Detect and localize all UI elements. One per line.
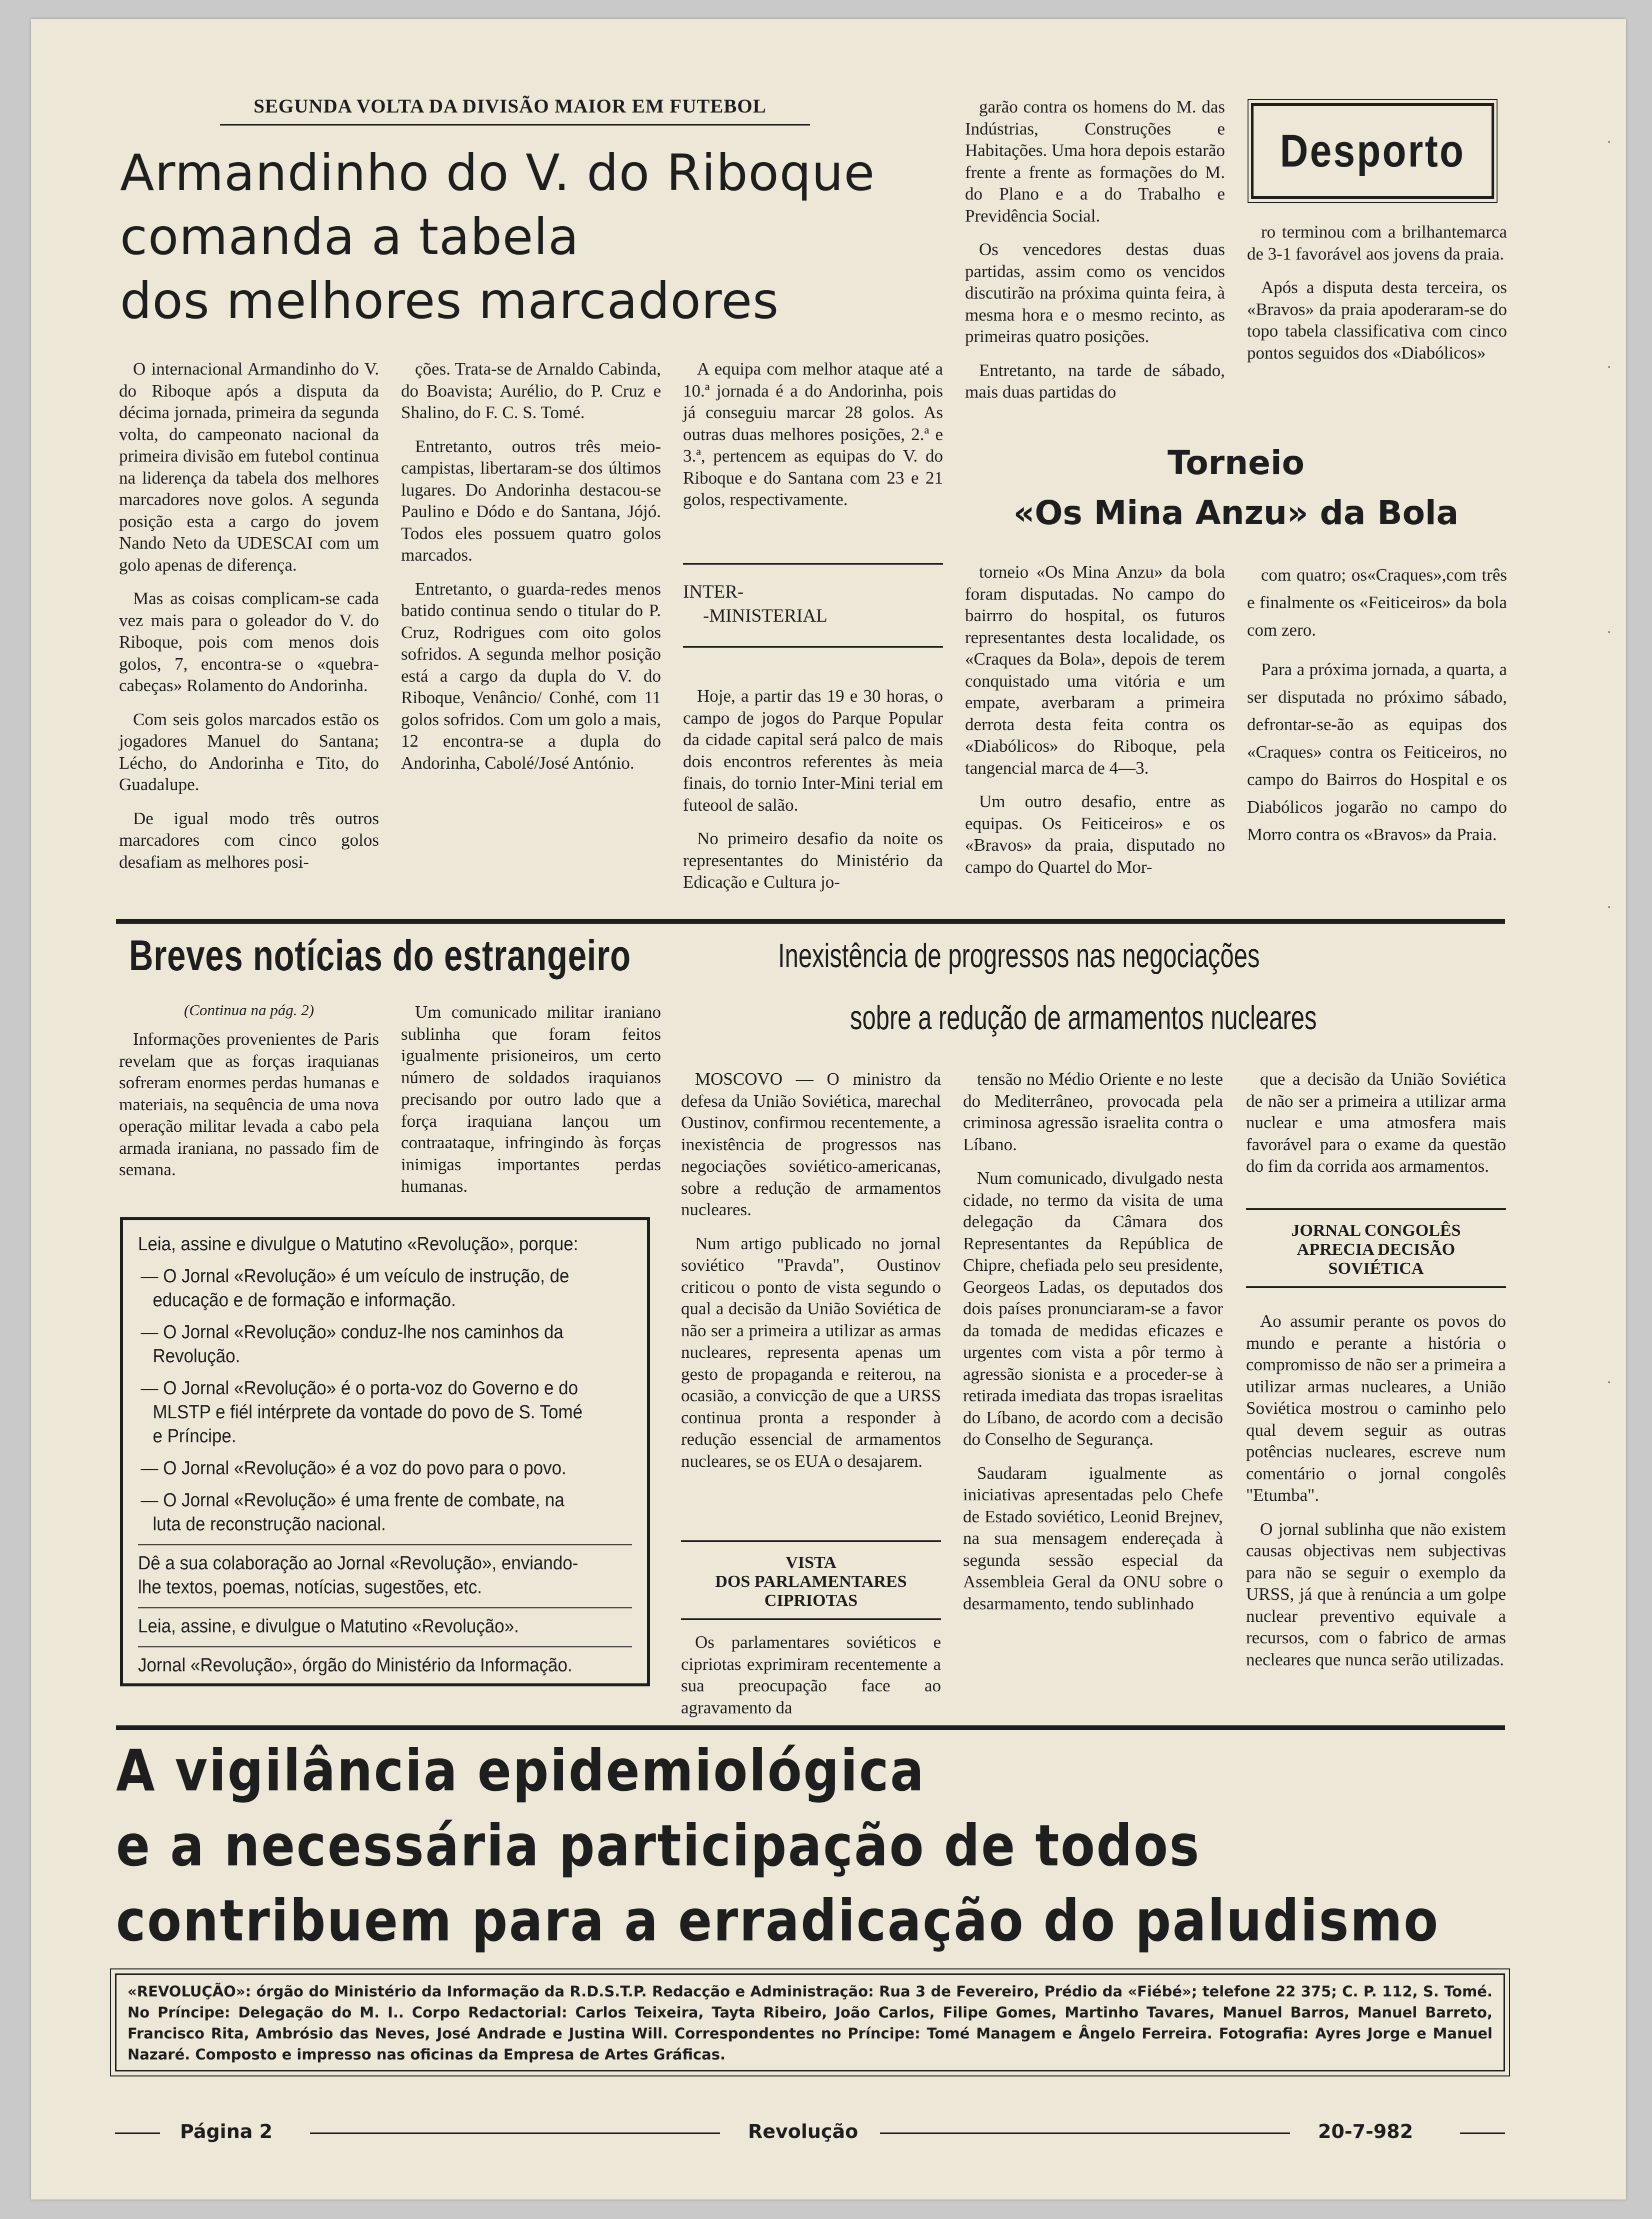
revolucao-promo-box (120, 1217, 650, 1686)
paragraph: Entretanto, outros três meio-campistas, libertaram-se dos últimos lugares. Do Andorinha destacou-se Paulino e Dódo e do Santana, Jójó. Todos eles possuem quatro golos marcados. (401, 436, 661, 565)
football-column-5 (1247, 221, 1507, 364)
section-divider (116, 919, 1505, 924)
paragraph: No primeiro desafio da noite os representantes do Ministério da Edicação e Cultura jo- (683, 829, 943, 892)
promo-item: — O Jornal «Revolução» é uma frente de combate, na luta de reconstrução nacional. (140, 1490, 564, 1535)
promo-intro: Leia, assine e divulgue o Matutino «Revolução», porque: (138, 1234, 578, 1255)
paragraph: Ao assumir perante os povos do mundo e perante a história o compromisso de não ser a primeira a utilizar armas nucleares, a União Soviética mostrou o caminho pelo qual devem seguir as outras potências nucleares, escreve num comentário o jornal congolês "Etumba". (1246, 1311, 1506, 1505)
paragraph: De igual modo três outros marcadores com cinco golos desafiam as melhores posi- (119, 808, 379, 872)
paragraph: Um comunicado militar iraniano sublinha que foram feitos igualmente prisioneiros, um certo número de soldados iraquianos precisando por outro lado que a força iraquiana lançou um contraataque, infringindo às forças inimigas importantes perdas humanas. (401, 1002, 661, 1196)
binding-mark: · (1607, 135, 1612, 150)
footer-date: 20-7-982 (1318, 2120, 1414, 2142)
promo-item: — O Jornal «Revolução» é a voz do povo para o povo. (140, 1458, 566, 1479)
paragraph: Num comunicado, divulgado nesta cidade, no termo da visita de uma delegação da Câmara dos Representantes da República de Chipre, chefiada pelo seu presidente, Georgeos Ladas, os deputados dos dois países pronunciaram-se a favor da tomada de medidas eficazes e urgentes com vista a pôr termo à agressão sionista e a proceder-se à retirada imediata das tropas israelitas do Líbano, de acordo com a decisão do Conselho de Segurança. (963, 1168, 1223, 1449)
promo-repeat: Leia, assine, e divulgue o Matutino «Revolução». (138, 1616, 519, 1637)
paragraph: torneio «Os Mina Anzu» da bola foram disputadas. No campo do bairrro do hospital, os futuros representantes desta localidade, os «Craques da Bola», depois de terem conquistado uma vitória e um empate, averbaram a primeira derrota desta feita contra os «Diabólicos» do Riboque, pela tangencial marca de 4—3. (965, 562, 1225, 778)
promo-item: — O Jornal «Revolução» conduz-lhe nos caminhos da Revolução. (140, 1322, 564, 1367)
paragraph: Para a próxima jornada, a quarta, a ser disputada no próximo sábado, defrontar-se-ão as equipas dos «Craques» contra os Feiticeiros, no campo do Bairros do Hospital e os Diabólicos jogarão no campo do Morro contra os «Bravos» da Praia. (1247, 660, 1507, 844)
divider (1246, 1286, 1506, 1288)
paragraph: Mas as coisas complicam-se cada vez mais para o goleador do V. do Riboque, pois com menos dois golos, 7, encontra-se o «quebra-cabeças» Rolamento do Andorinha. (119, 589, 379, 695)
paragraph: Um outro desafio, entre as equipas. Os Feiticeiros» e os «Bravos» da praia, disputado no campo do Quartel do Mor- (965, 792, 1225, 877)
nuclear-column-1 (681, 1068, 941, 1472)
binding-mark: · (1607, 900, 1612, 915)
paragraph: Os parlamentares soviéticos e cipriotas exprimiram recentemente a sua preocupação face ao agravamento da (681, 1632, 941, 1717)
football-headline (120, 141, 960, 333)
breves-headline: Breves notícias do estrangeiro (129, 932, 631, 980)
vista-title: VISTA DOS PARLAMENTARES CIPRIOTAS (715, 1553, 907, 1610)
paragraph: com quatro; os«Craques»,com três e finalmente os «Feiticeiros» da bola com zero. (1247, 565, 1507, 640)
footer-rule (880, 2132, 1290, 2134)
torneio-column-1 (965, 561, 1225, 878)
paragraph: ro terminou com a brilhantemarca de 3-1 favorável aos jovens da praia. (1247, 222, 1507, 264)
football-column-4 (965, 96, 1225, 403)
divider (681, 1540, 941, 1542)
headline-line-1: Armandinho do V. do Riboque (120, 144, 876, 202)
nuclear-headline-line-1: Inexistência de progressos nas negociações (778, 937, 1260, 975)
binding-mark: · (1607, 625, 1612, 640)
paludismo-headline: A vigilância epidemiológica e a necessária participação de todos contribuem para a erradicação do paludismo (116, 1737, 1440, 1954)
kicker-underline (220, 124, 810, 126)
paragraph: A equipa com melhor ataque até a 10.ª jornada é a do Andorinha, pois já conseguiu marcar 28 golos. As outras duas melhores posições, 2.ª e 3.ª, pertencem as equipas do V. do Riboque e do Santana com 23 e 21 golos, respectivamente. (683, 359, 943, 509)
divider (681, 1618, 941, 1620)
football-column-2 (401, 358, 661, 774)
paragraph: Entretanto, na tarde de sábado, mais duas partidas do (965, 360, 1225, 402)
footer-rule (115, 2132, 160, 2134)
paragraph: Num artigo publicado no jornal soviético "Pravda", Oustinov criticou o ponto de vista segundo o qual a decisão da União Soviética de não ser a primeira a utilizar as armas nucleares, representa apenas um gesto de propaganda e reiterou, na ocasião, a convicção de que a URSS continua pronta a responder à redução essencial de armamentos nucleares, se os EUA o desajarem. (681, 1233, 941, 1471)
vista-text (681, 1631, 941, 1718)
paragraph: Entretanto, o guarda-redes menos batido continua sendo o titular do P. Cruz, Rodrigues com oito golos sofridos. A segunda melhor posição está a cargo da dupla do V. do Riboque, Venâncio/ Conhé, com 11 golos sofridos. Com um golo a mais, 12 encontra-se a dupla do Andorinha, Cabolé/José António. (401, 579, 661, 773)
section-label-desporto: Desporto (1251, 103, 1494, 199)
paragraph: Informações provenientes de Paris revelam que as forças iraquianas sofreram enormes perdas humanas e materiais, na sequência de uma nova operação militar levada a cabo pela armada iraniana, no passado fim de semana. (119, 1029, 379, 1179)
masthead-box: «REVOLUÇÃO»: órgão do Ministério da Informação da R.D.S.T.P. Redacção e Administração: Rua 3 de Fevereiro, Prédio da «Fiébé»; telefone 22 375; C. P. 112, S. Tomé. No Príncipe: Delegação do M. I.. Corpo Redactorial: Carlos Teixeira, Tayta Ribeiro, João Carlos, Filipe Gomes, Martinho Tavares, Manuel Barros, Manuel Barreto, Francisco Rita, Ambrósio das Neves, José Andrade e Justina Will. Correspondentes no Príncipe: Tomé Managem e Ângelo Ferreira. Fotografia: Ayres Jorge e Manuel Nazaré. Composto e impresso nas oficinas da Empresa de Artes Gráficas. (115, 1973, 1505, 2071)
paragraph: O internacional Armandinho do V. do Riboque após a disputa da décima jornada, primeira da segunda volta, do campeonato nacional da primeira divisão em futebol continua na liderença da tabela dos melhores marcadores nove golos. A segunda posição esta a cargo do jovem Nando Neto da UDESCAI com um golo apenas de diferença. (119, 359, 379, 575)
footer-rule (310, 2132, 720, 2134)
section-divider (116, 1725, 1505, 1730)
congoles-text (1246, 1310, 1506, 1670)
football-kicker: SEGUNDA VOLTA DA DIVISÃO MAIOR EM FUTEBOL (254, 96, 766, 117)
congoles-title: JORNAL CONGOLÊS APRECIA DECISÃO SOVIÉTICA (1291, 1221, 1461, 1278)
paragraph: MOSCOVO — O ministro da defesa da União Soviética, marechal Oustinov, confirmou recentemente, a inexistência de progressos nas negociações soviético-americanas, sobre a redução de armamentos nucleares. (681, 1069, 941, 1219)
footer-paper-name: Revolução (748, 2120, 858, 2142)
footer-page: Página 2 (180, 2120, 273, 2142)
headline-line-3: dos melhores marcadores (120, 272, 780, 330)
paragraph: Hoje, a partir das 19 e 30 horas, o campo de jogos do Parque Popular da cidade capital será palco de mais dois encontros referentes às meia finais, do tornio Inter-Mini terial em futeool de salão. (683, 686, 943, 815)
promo-divider (138, 1544, 632, 1545)
promo-divider (138, 1607, 632, 1608)
divider (1246, 1208, 1506, 1210)
paragraph: Após a disputa desta terceira, os «Bravos» da praia apoderaram-se do topo tabela classificativa com cinco pontos seguidos dos «Diabólicos» (1247, 278, 1507, 363)
nuclear-headline-line-2: sobre a redução de armamentos nucleares (850, 999, 1317, 1037)
footer-rule (1460, 2132, 1505, 2134)
promo-organ: Jornal «Revolução», órgão do Ministério da Informação. (138, 1655, 572, 1676)
inter-ministerial-text (683, 685, 943, 893)
nuclear-column-3 (1246, 1068, 1506, 1177)
headline-line-2: comanda a tabela (120, 208, 580, 266)
promo-item: — O Jornal «Revolução» é o porta-voz do Governo e do MLSTP e fiél intérprete da vontade do povo de S. Tomé e Príncipe. (140, 1378, 583, 1447)
breves-column-1 (119, 1028, 379, 1181)
paragraph: que a decisão da União Soviética de não ser a primeira a utilizar arma nuclear e uma atmosfera mais favorável para o exame da questão do fim da corrida aos armamentos. (1246, 1069, 1506, 1176)
promo-item: — O Jornal «Revolução» é um veículo de instrução, de educação e de formação e informação. (140, 1266, 570, 1311)
binding-mark: · (1607, 360, 1612, 375)
continua-note: (Continua na pág. 2) (184, 1001, 314, 1019)
divider (683, 646, 943, 648)
torneio-column-2 (1247, 561, 1507, 848)
paragraph: O jornal sublinha que não existem causas objectivas nem subjectivas para não se seguir o exemplo da URSS, já que à renúncia a um golpe nuclear preventivo equivale a recursos, com o fabrico de armas necleares que nunca serão utilizadas. (1246, 1519, 1506, 1669)
football-column-3 (683, 358, 943, 511)
binding-mark: · (1607, 1375, 1612, 1390)
paragraph: ções. Trata-se de Arnaldo Cabinda, do Boavista; Aurélio, do P. Cruz e Shalino, do F. C. S. Tomé. (401, 359, 661, 422)
torneio-headline: Torneio «Os Mina Anzu» da Bola (1013, 444, 1459, 532)
football-column-1 (119, 358, 379, 873)
paragraph: Com seis golos marcados estão os jogadores Manuel do Santana; Lécho, do Andorinha e Tito, do Guadalupe. (119, 709, 379, 794)
paragraph: Os vencedores destas duas partidas, assim como os vencidos discutirão na próxima quinta feira, à mesma hora e o mesmo recinto, as primeiras quatro posições. (965, 240, 1225, 346)
inter-ministerial-title: INTER- -MINISTERIAL (683, 582, 828, 626)
breves-column-2 (401, 1001, 661, 1197)
promo-collab: Dê a sua colaboração ao Jornal «Revolução», enviando-lhe textos, poemas, notícias, sugestões, etc. (138, 1553, 578, 1598)
promo-divider (138, 1646, 632, 1647)
paragraph: tensão no Médio Oriente e no leste do Mediterrâneo, provocada pela criminosa agressão israelita contra o Líbano. (963, 1069, 1223, 1154)
nuclear-column-2 (963, 1068, 1223, 1614)
paragraph: garão contra os homens do M. das Indústrias, Construções e Habitações. Uma hora depois estarão frente a frente as formações do M. do Plano e a do Trabalho e Previdência Social. (965, 97, 1225, 226)
paragraph: Saudaram igualmente as iniciativas apresentadas pelo Chefe de Estado soviético, Leonid Brejnev, na sua mensagem endereçada à segunda sessão especial da Assembleia Geral da ONU sobre o desarmamento, tendo sublinhado (963, 1463, 1223, 1613)
divider (683, 563, 943, 565)
